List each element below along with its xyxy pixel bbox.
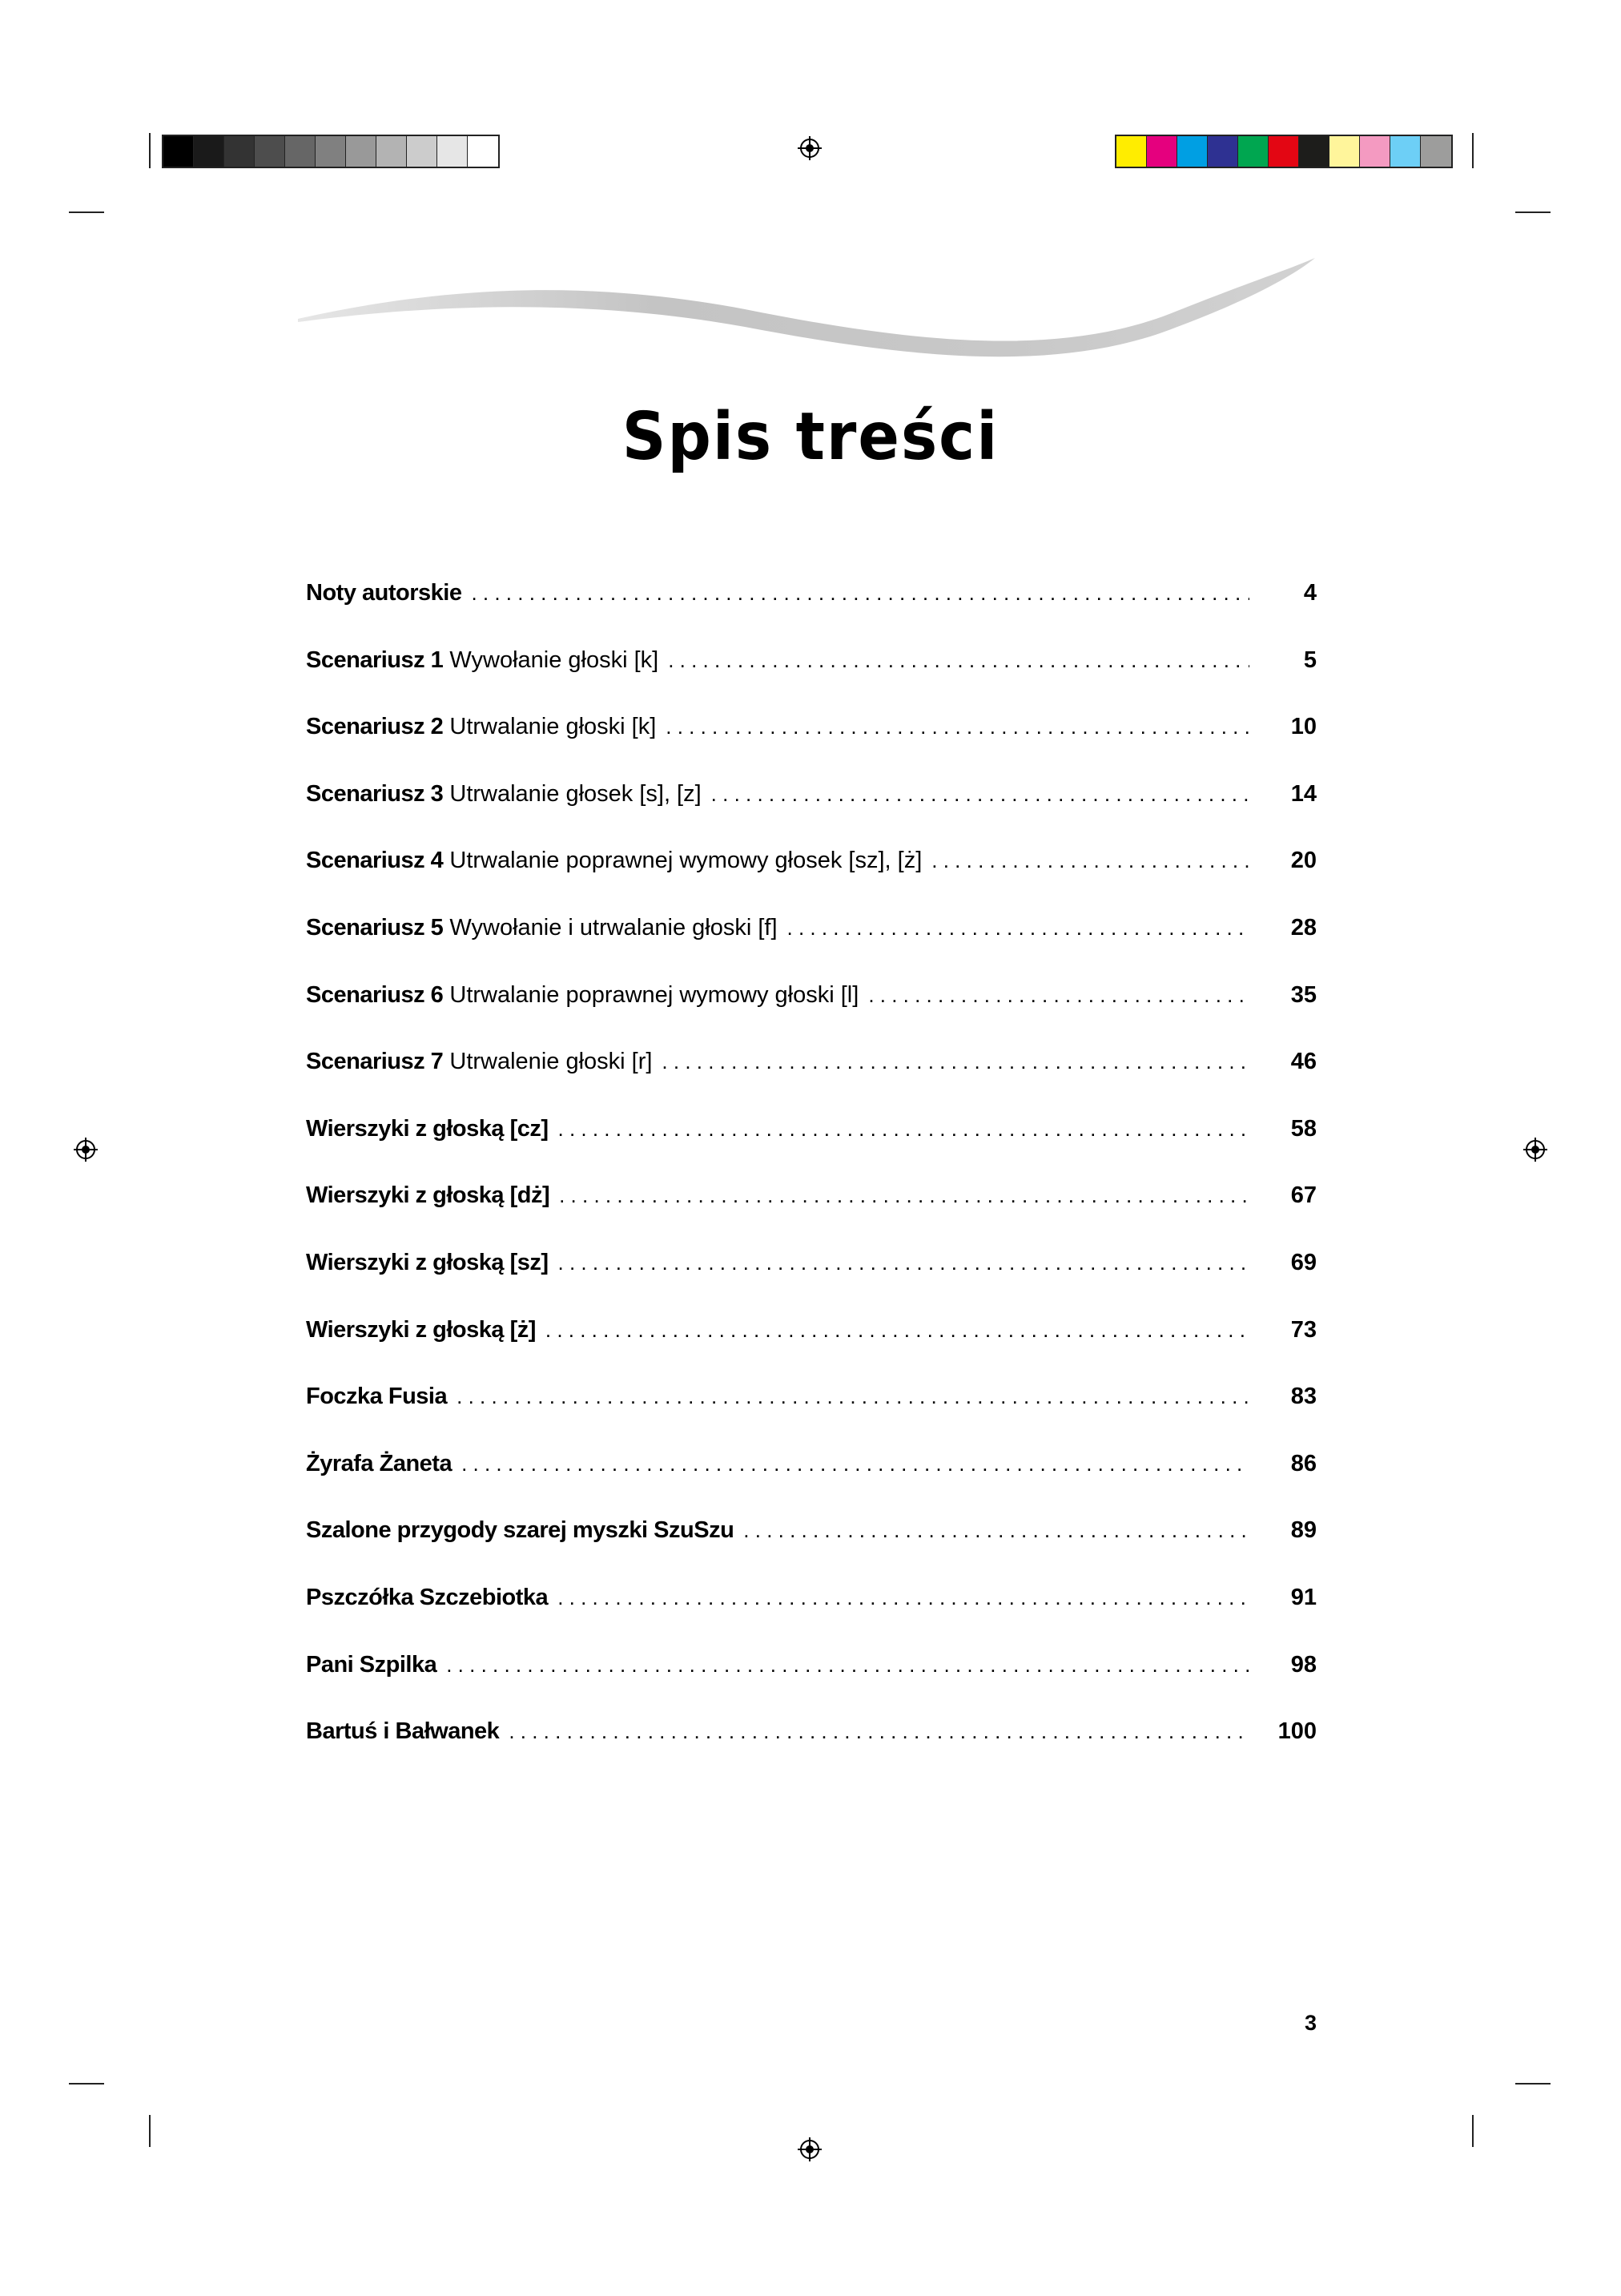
toc-entry-title — [306, 1250, 549, 1276]
crop-mark — [1472, 133, 1474, 168]
crop-mark — [1515, 2083, 1551, 2085]
color-swatch — [1329, 136, 1360, 167]
toc-leader-dots — [557, 1585, 1249, 1610]
color-swatch — [163, 136, 194, 167]
toc-leader-dots — [666, 715, 1249, 739]
color-swatch — [437, 136, 468, 167]
color-swatch — [1421, 136, 1451, 167]
toc-entry-page: 14 — [1290, 780, 1317, 807]
toc-entry[interactable] — [306, 714, 1317, 781]
color-swatch — [1147, 136, 1177, 167]
toc-entry[interactable] — [306, 1585, 1317, 1652]
toc-entry-title — [306, 1116, 549, 1142]
toc-leader-dots — [558, 1117, 1249, 1142]
toc-entry-title — [306, 1384, 447, 1410]
color-swatch — [1116, 136, 1147, 167]
toc-entry[interactable] — [306, 647, 1317, 715]
grayscale-calibration-bar — [162, 135, 500, 168]
toc-entry-title-bold: Wierszyki z głoską [cz] — [306, 1115, 549, 1142]
color-swatch — [1390, 136, 1421, 167]
toc-entry-title — [306, 1652, 436, 1678]
toc-entry-title-bold: Wierszyki z głoską [ż] — [306, 1316, 536, 1343]
toc-entry-title — [306, 714, 656, 740]
toc-entry-title-bold: Scenariusz 4 — [306, 848, 444, 874]
registration-mark-icon — [798, 136, 822, 160]
color-swatch — [1238, 136, 1269, 167]
toc-entry-page: 83 — [1290, 1384, 1317, 1410]
toc-entry[interactable] — [306, 1250, 1317, 1317]
toc-entry[interactable] — [306, 1116, 1317, 1183]
toc-entry-title-normal: Utrwalanie poprawnej wymowy głoski [l] — [443, 981, 859, 1008]
page-number: 3 — [1304, 2011, 1317, 2035]
toc-entry-title-bold: Wierszyki z głoską [sz] — [306, 1249, 549, 1275]
toc-leader-dots — [446, 1653, 1249, 1678]
toc-entry-title — [306, 915, 778, 941]
toc-entry-page: 86 — [1290, 1450, 1317, 1476]
toc-entry-title — [306, 1182, 549, 1209]
toc-leader-dots — [509, 1719, 1249, 1744]
table-of-contents — [306, 580, 1317, 1786]
toc-entry-page: 46 — [1290, 1049, 1317, 1075]
page-title: Spis treści — [621, 397, 1000, 475]
color-swatch — [1360, 136, 1390, 167]
toc-entry-page: 28 — [1290, 914, 1317, 941]
toc-entry-title-bold: Żyrafa Żaneta — [306, 1450, 453, 1476]
toc-leader-dots — [461, 1452, 1249, 1476]
color-calibration-bar — [1115, 135, 1453, 168]
toc-entry[interactable] — [306, 781, 1317, 848]
toc-leader-dots — [559, 1183, 1249, 1208]
toc-entry-page: 10 — [1290, 714, 1317, 740]
toc-entry[interactable] — [306, 1718, 1317, 1786]
toc-entry-title — [306, 982, 859, 1009]
toc-entry[interactable] — [306, 1384, 1317, 1451]
toc-entry[interactable] — [306, 1652, 1317, 1719]
crop-mark — [69, 211, 104, 213]
toc-entry[interactable] — [306, 1317, 1317, 1384]
toc-entry-title-bold: Scenariusz 5 — [306, 914, 444, 941]
color-swatch — [255, 136, 285, 167]
color-swatch — [1208, 136, 1238, 167]
toc-entry[interactable] — [306, 1451, 1317, 1518]
toc-entry[interactable] — [306, 982, 1317, 1049]
toc-entry-title-bold: Wierszyki z głoską [dż] — [306, 1182, 550, 1209]
color-swatch — [468, 136, 498, 167]
toc-entry-title-normal: Utrwalanie głoski [k] — [443, 714, 657, 740]
toc-entry-title-bold: Foczka Fusia — [306, 1384, 448, 1410]
toc-entry[interactable] — [306, 1517, 1317, 1585]
toc-leader-dots — [787, 916, 1249, 941]
toc-entry-page: 89 — [1290, 1517, 1317, 1544]
toc-leader-dots — [668, 648, 1249, 673]
toc-entry-title — [306, 1049, 652, 1075]
color-swatch — [316, 136, 346, 167]
toc-entry-page: 4 — [1303, 580, 1317, 606]
toc-entry-title — [306, 1451, 452, 1477]
toc-entry-title — [306, 1317, 536, 1343]
registration-mark-icon — [74, 1138, 98, 1162]
toc-entry-title — [306, 1517, 734, 1544]
toc-entry-page: 98 — [1290, 1651, 1317, 1678]
crop-mark — [1472, 2115, 1474, 2147]
toc-entry-title-bold: Scenariusz 7 — [306, 1049, 444, 1075]
toc-entry[interactable] — [306, 915, 1317, 982]
toc-entry-title-bold: Szalone przygody szarej myszki SzuSzu — [306, 1517, 734, 1544]
crop-mark — [149, 2115, 151, 2147]
toc-leader-dots — [471, 581, 1249, 606]
toc-entry-title — [306, 647, 658, 674]
toc-entry-page: 100 — [1277, 1718, 1317, 1745]
toc-entry-title-bold: Bartuś i Bałwanek — [306, 1718, 500, 1745]
toc-entry[interactable] — [306, 1049, 1317, 1116]
toc-entry-page: 73 — [1290, 1316, 1317, 1343]
toc-entry-page: 69 — [1290, 1249, 1317, 1275]
toc-leader-dots — [868, 983, 1249, 1008]
crop-mark — [1515, 211, 1551, 213]
color-swatch — [1299, 136, 1329, 167]
toc-entry-title — [306, 1585, 548, 1611]
toc-leader-dots — [662, 1049, 1249, 1074]
toc-entry-title-bold: Pszczółka Szczebiotka — [306, 1584, 549, 1610]
toc-entry-title-bold: Scenariusz 6 — [306, 981, 444, 1008]
color-swatch — [285, 136, 316, 167]
toc-entry-title-bold: Scenariusz 2 — [306, 714, 444, 740]
toc-entry-page: 35 — [1290, 981, 1317, 1008]
toc-entry-title-bold: Noty autorskie — [306, 580, 462, 606]
color-swatch — [346, 136, 376, 167]
toc-entry-title-bold: Scenariusz 1 — [306, 647, 444, 673]
toc-entry-title-normal: Wywołanie i utrwalanie głoski [f] — [443, 914, 778, 941]
color-swatch — [407, 136, 437, 167]
toc-entry-page: 20 — [1290, 848, 1317, 874]
toc-entry-title-bold: Pani Szpilka — [306, 1651, 437, 1678]
toc-entry[interactable] — [306, 580, 1317, 647]
registration-mark-icon — [1523, 1138, 1547, 1162]
toc-leader-dots — [743, 1518, 1249, 1543]
toc-entry-title-normal: Utrwalenie głoski [r] — [443, 1049, 653, 1075]
toc-leader-dots — [545, 1318, 1249, 1343]
color-swatch — [1177, 136, 1208, 167]
toc-entry-title — [306, 580, 461, 606]
decorative-wave — [296, 255, 1321, 367]
color-swatch — [376, 136, 407, 167]
toc-entry-title-normal: Utrwalanie poprawnej wymowy głosek [sz], [ż] — [443, 848, 923, 874]
toc-entry-title-normal: Wywołanie głoski [k] — [443, 647, 659, 673]
crop-mark — [149, 133, 151, 168]
toc-entry-page: 5 — [1303, 647, 1317, 673]
toc-entry[interactable] — [306, 1182, 1317, 1250]
color-swatch — [1269, 136, 1299, 167]
toc-entry-title-bold: Scenariusz 3 — [306, 780, 444, 807]
toc-leader-dots — [558, 1251, 1249, 1275]
crop-mark — [69, 2083, 104, 2085]
toc-entry-title — [306, 781, 702, 808]
toc-leader-dots — [711, 782, 1249, 807]
toc-entry-page: 91 — [1290, 1584, 1317, 1610]
toc-leader-dots — [457, 1384, 1249, 1409]
toc-entry-title — [306, 1718, 499, 1745]
toc-entry-page: 58 — [1290, 1115, 1317, 1142]
color-swatch — [194, 136, 224, 167]
toc-entry-title-normal: Utrwalanie głosek [s], [z] — [443, 780, 702, 807]
toc-entry-title — [306, 848, 922, 874]
registration-mark-icon — [798, 2137, 822, 2161]
toc-entry[interactable] — [306, 848, 1317, 915]
toc-leader-dots — [931, 848, 1249, 873]
toc-entry-page: 67 — [1290, 1182, 1317, 1209]
color-swatch — [224, 136, 255, 167]
